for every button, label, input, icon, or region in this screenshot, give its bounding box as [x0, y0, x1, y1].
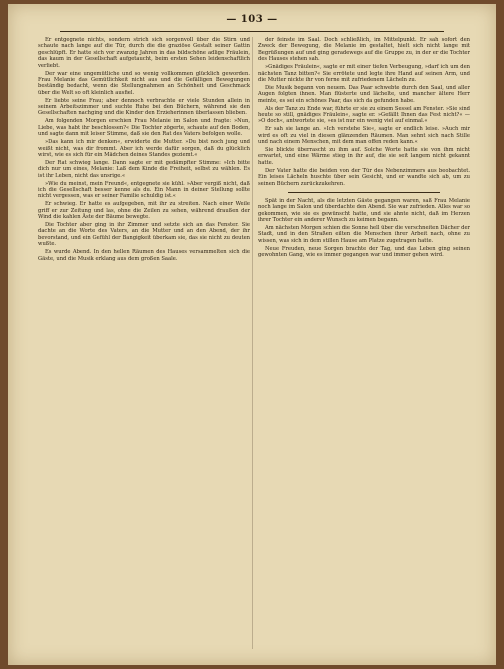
- paragraph: Die Tochter aber ging in ihr Zimmer und setzte sich an das Fenster. Sie dachte an die Worte des Vaters, an die Mutter und an den Abend, der ihr bevorstand, und ein Gefühl der Bangigkeit überkam sie, das sie nicht zu deuten wußte.: [38, 221, 250, 248]
- paragraph: »Das kann ich mir denken«, erwiderte die Mutter. »Du bist noch jung und weißt nicht, was dir frommt. Aber ich werde dafür sorgen, daß du glücklich wirst, wie es sich für ein Mädchen deines Standes geziemt.«: [38, 139, 250, 158]
- right-column: [258, 37, 470, 655]
- page-number: — 103 —: [226, 14, 278, 25]
- paragraph: Am nächsten Morgen schien die Sonne hell über die verschneiten Dächer der Stadt, und in den Straßen eilten die Menschen ihrer Arbeit nach, ohne zu wissen, was sich in dem stillen Hause am Platze zugetragen hatte.: [258, 225, 470, 244]
- column-gutter: [252, 37, 253, 649]
- paragraph: Der war eine ungemütliche und so wenig vollkommen glücklich geworden. Frau Melanie das Gemütlichkeit nicht aus und die Gefälligen Bewegungen beständig bedacht, wenn die Stellungnahmen an Schönheit und Geschmack über die Welt so oft kleinlich ausfiel.: [38, 70, 250, 96]
- paragraph: Er schwieg. Er hatte es aufgegeben, mit ihr zu streiten. Nach einer Weile griff er zur Zeitung und las, ohne die Zeilen zu sehen, während draußen der Wind die kahlen Äste der Bäume bewegte.: [38, 201, 250, 221]
- paragraph: Es wurde Abend. In den hellen Räumen des Hauses versammelten sich die Gäste, und die Musik erklang aus dem großen Saale.: [38, 249, 250, 262]
- section-divider: [288, 192, 440, 193]
- paragraph: »Gnädiges Fräulein«, sagte er mit einer tiefen Verbeugung, »darf ich um den nächsten Tanz bitten?« Sie errötete und legte ihre Hand auf seinen Arm, und die Mutter nickte ihr von ferne mit zufriedenem Lächeln zu.: [258, 64, 470, 83]
- left-column: [38, 37, 250, 655]
- paragraph: »Wie du meinst, mein Freund«, entgegnete sie kühl. »Aber vergiß nicht, daß ich die Gesellschaft besser kenne als du. Ein Mann in deiner Stellung sollte nicht vergessen, was er seiner Familie schuldig ist.«: [38, 180, 250, 200]
- paragraph: Er sah sie lange an. »Ich verstehe Sie«, sagte er endlich leise. »Auch mir wird es oft zu viel in diesen glänzenden Räumen. Man sehnt sich nach Stille und nach einem Menschen, mit dem man offen reden kann.«: [258, 126, 470, 146]
- paragraph: Als der Tanz zu Ende war, führte er sie zu einem Sessel am Fenster. »Sie sind heute so still, gnädiges Fräulein«, sagte er. »Gefällt Ihnen das Fest nicht?« — »O doch«, antwortete sie, »es ist nur ein wenig viel auf einmal.«: [258, 105, 470, 125]
- paragraph: Spät in der Nacht, als die letzten Gäste gegangen waren, saß Frau Melanie noch lange im Salon und überdachte den Abend. Sie war zufrieden. Alles war so gekommen, wie sie es gewünscht hatte, und sie ahnte nicht, daß im Herzen ihrer Tochter ein anderer Wunsch zu keimen begann.: [258, 197, 470, 224]
- paragraph: Sie blickte überrascht zu ihm auf. Solche Worte hatte sie von ihm nicht erwartet, und eine Wärme stieg in ihr auf, die sie seit langem nicht gekannt hatte.: [258, 147, 470, 166]
- paragraph: Der Rat schwieg lange. Dann sagte er mit gedämpfter Stimme: »Ich bitte dich nur um eines, Melanie: Laß dem Kinde die Freiheit, selbst zu wählen. Es ist ihr Leben, nicht das unsrige.«: [38, 159, 250, 179]
- newspaper-page: [8, 4, 496, 665]
- paragraph: Am folgenden Morgen erschien Frau Melanie im Salon und fragte: »Nun, Liebe, was habt ihr beschlossen?« Die Tochter zögerte, schaute auf den Boden, und sagte dann mit leiser Stimme, daß sie den Rat des Vaters befolgen wolle.: [38, 118, 250, 138]
- header-rule: [60, 31, 444, 32]
- paragraph: der feinste im Saal. Doch schließlich, im Mittelpunkt. Er sah sofort den Zweck der Bewegung, die Melanie im gestaltet, hielt sich nicht lange mit Begrüßungen auf und ging geradewegs auf die Gruppe zu, in der er die Tochter des Hauses stehen sah.: [258, 37, 470, 63]
- paragraph: Neue Freuden, neue Sorgen brachte der Tag, und das Leben ging seinen gewohnten Gang, wie es immer gegangen war und immer gehen wird.: [258, 245, 470, 259]
- paragraph: Der Vater hatte die beiden von der Tür des Nebenzimmers aus beobachtet. Ein leises Lächeln huschte über sein Gesicht, und er wandte sich ab, um zu seinen Büchern zurückzukehren.: [258, 167, 470, 187]
- paragraph: Er liebte seine Frau; aber dennoch verbrachte er viele Stunden allein in seinem Arbeitszimmer und suchte Ruhe bei den Büchern, während sie den Gesellschaften nachging und die Kinder den Erzieherinnen überlassen blieben.: [38, 97, 250, 117]
- paragraph: Die Musik begann von neuem. Das Paar schwebte durch den Saal, und aller Augen folgten ihnen. Man flüsterte und lächelte, und mancher ältere Herr meinte, es sei ein schönes Paar, das sich da gefunden habe.: [258, 84, 470, 104]
- paragraph: Er entgegnete nichts, sondern strich sich sorgenvoll über die Stirn und schaute nach lange auf die Tür, durch die die graziöse Gestalt seiner Gattin geschlüpft. Er hatte sich vor zwanzig Jahren in das bildschöne adlige Fräulein, das kaum in der Gesellschaft aufgetaucht, beim ersten Sehen leidenschaftlich verliebt.: [38, 37, 250, 69]
